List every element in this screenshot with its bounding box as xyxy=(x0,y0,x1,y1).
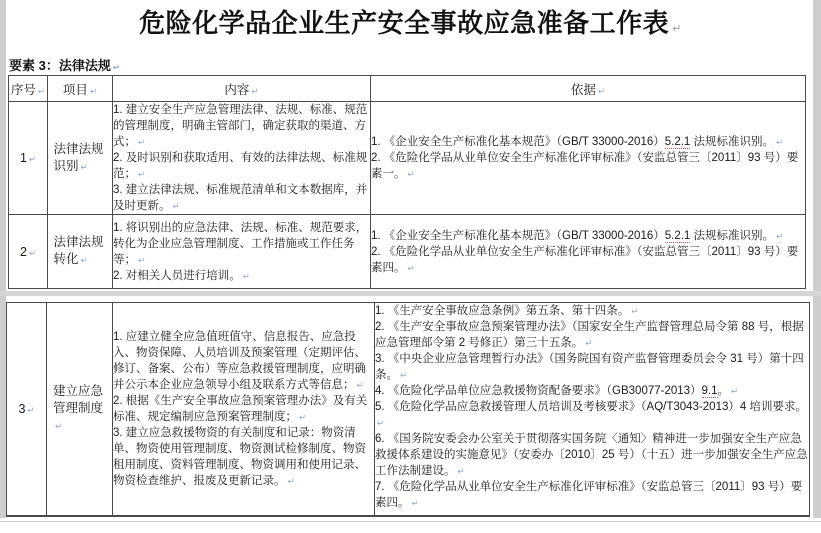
basis-cell xyxy=(371,215,806,289)
basis-paragraph: 7. 《危险化学品从业单位安全生产标准化评审标准》（安监总管三〔2011〕93 号）要素四。 ↵ xyxy=(375,479,809,511)
content-cell xyxy=(113,215,371,289)
table-header-row xyxy=(9,76,806,102)
col-header-content: 内容 ↵ xyxy=(113,76,371,102)
law-regulation-table-part2 xyxy=(6,302,810,517)
content-cell xyxy=(113,303,375,516)
document-title: 危险化学品企业生产安全事故应急准备工作表 ↵ xyxy=(0,3,821,40)
serial-cell: 3 ↵ xyxy=(7,303,47,516)
content-cell xyxy=(113,102,371,215)
content-paragraph: 3. 建立应急救援物资的有关制度和记录：物资清单、物资使用管理制度、物资测试检修制度、物资租用制度、资料管理制度、物资调用和使用记录、物资检查维护、报废及更新记录。 ↵ xyxy=(113,425,374,489)
basis-paragraph: 1. 《生产安全事故应急条例》第五条、第十四条。 ↵ xyxy=(375,303,809,319)
section-label: 要素 3：法律法规 ↵ xyxy=(9,55,120,74)
col-header-item: 项目 ↵ xyxy=(48,76,113,102)
basis-cell xyxy=(375,303,810,516)
content-paragraph: 2. 及时识别和获取适用、有效的法律法规、标准规范； ↵ xyxy=(113,150,370,182)
right-page-edge xyxy=(813,0,821,518)
item-cell xyxy=(48,215,113,289)
item-label: 法律法规识别 ↵ xyxy=(54,141,107,176)
basis-paragraph: 1. 《企业安全生产标准化基本规范》（GB/T 33000-2016）5.2.1 法规标准识别。 ↵ xyxy=(371,134,805,150)
item-label: 法律法规转化 ↵ xyxy=(54,234,107,269)
item-cell xyxy=(48,102,113,215)
basis-paragraph: 5. 《危险化学品应急救援管理人员培训及考核要求》（AQ/T3043-2013）4 培训要求。 ↵ xyxy=(375,399,809,431)
serial-cell: 2 ↵ xyxy=(9,215,48,289)
content-paragraph: 1. 建立安全生产应急管理法律、法规、标准、规范的管理制度，明确主管部门，确定获取的渠道、方式； ↵ xyxy=(113,102,370,150)
basis-cell xyxy=(371,102,806,215)
item-cell xyxy=(47,303,113,516)
law-regulation-table-part1 xyxy=(8,75,806,289)
serial-cell: 1 ↵ xyxy=(9,102,48,215)
page-break-gap xyxy=(0,291,821,296)
basis-paragraph: 2. 《危险化学品从业单位安全生产标准化评审标准》（安监总管三〔2011〕93 号）要素四。 ↵ xyxy=(371,244,805,276)
content-paragraph: 1. 将识别出的应急法律、法规、标准、规范要求，转化为企业应急管理制度、工作措施或工作任务等； ↵ xyxy=(113,220,370,268)
content-paragraph: 1. 应建立健全应急值班值守、信息报告、应急投入、物资保障、人员培训及预案管理（定期评估、修订、备案、公布）等应急救援管理制度，应明确并公示本企业应急领导小组及联系方式等信息； ↵ xyxy=(113,329,374,393)
basis-paragraph: 6. 《国务院安委会办公室关于贯彻落实国务院〈通知〉精神进一步加强安全生产应急救援体系建设的实施意见》（安委办〔2010〕25 号）（十五）进一步加强安全生产应急工作法制建设。 ↵ xyxy=(375,431,809,479)
basis-paragraph: 2. 《生产安全事故应急预案管理办法》（国家安全生产监督管理总局令第 88 号，根据应急管理部令第 2 号修正）第三十五条。 ↵ xyxy=(375,319,809,351)
basis-paragraph: 2. 《危险化学品从业单位安全生产标准化评审标准》（安监总管三〔2011〕93 号）要素一。 ↵ xyxy=(371,150,805,182)
row-law-transformation xyxy=(9,215,806,289)
basis-paragraph: 1. 《企业安全生产标准化基本规范》（GB/T 33000-2016）5.2.1 法规标准识别。 ↵ xyxy=(371,228,805,244)
col-header-basis: 依据 ↵ xyxy=(371,76,806,102)
basis-paragraph: 4. 《危险化学品单位应急救援物资配备要求》（GB30077-2013）9.1。 ↵ xyxy=(375,383,809,399)
content-paragraph: 3. 建立法律法规、标准规范清单和文本数据库，并及时更新。 ↵ xyxy=(113,182,370,214)
col-header-no: 序号 ↵ xyxy=(9,76,48,102)
row-emergency-management-system xyxy=(7,303,810,516)
row-law-identification xyxy=(9,102,806,215)
content-paragraph: 2. 根据《生产安全事故应急预案管理办法》及有关标准、规定编制应急预案管理制度； ↵ xyxy=(113,393,374,425)
bottom-page-edge xyxy=(0,521,821,522)
basis-paragraph: 3. 《中央企业应急管理暂行办法》（国务院国有资产监督管理委员会令 31 号）第十四条。 ↵ xyxy=(375,351,809,383)
content-paragraph: 2. 对相关人员进行培训。 ↵ xyxy=(113,268,370,284)
item-label: 建立应急管理制度 ↵ xyxy=(53,383,106,435)
